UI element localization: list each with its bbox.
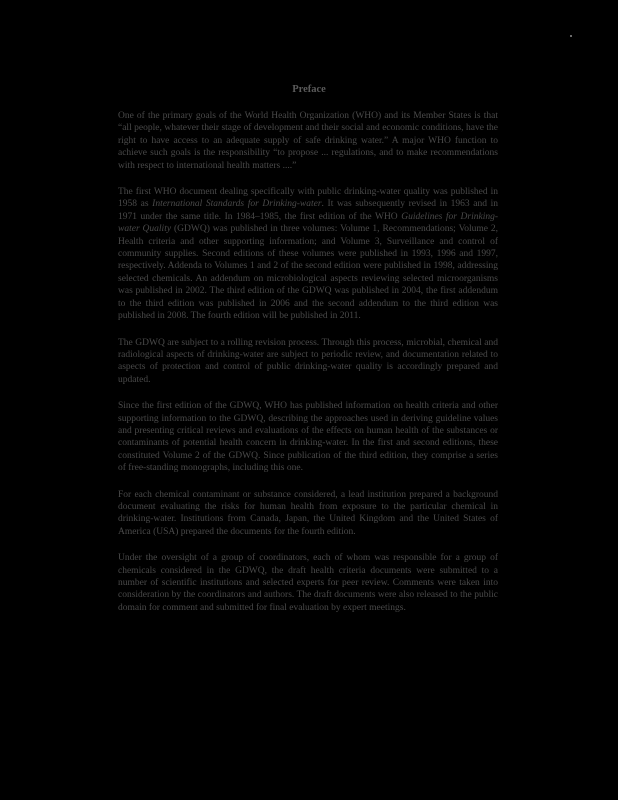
history-text-3: (GDWQ) was published in three volumes: Volume 1, Recommendations; Volume 2, Health criteria and other supporting information; and Volume 3, Surveillance and control of community supplies. Second editions of these volumes were published in 1993, 1996 and 1997, respectively. Addenda to Volumes 1 and 2 of the second edition were published in 1998, addressing selected chemicals. An addendum on microbiological aspects reviewing selected microorganisms was published in 2002. The third edition of the GDWQ was published in 2004, the first addendum to the third edition was published in 2006 and the second addendum to the third edition was published in 2008. The fourth edition will be published in 2011.: [118, 224, 498, 322]
paragraph-peer-review: Under the oversight of a group of coordinators, each of whom was responsible for a group of chemicals considered in the GDWQ, the draft health criteria documents were submitted to a number of scientific institutions and selected experts for peer review. Comments were taken into consideration by the coordinators and authors. The draft documents were also released to the public domain for comment and submitted for final evaluation by expert meetings.: [118, 553, 498, 613]
paragraph-who-goals: One of the primary goals of the World Health Organization (WHO) and its Member States is that “all people, whatever their stage of development and their social and economic conditions, have the right to have access to an adequate supply of safe drinking water.” A major WHO function to achieve such goals is the responsibility “to propose ... regulations, and to make recommendations with respect to international health matters ....”: [118, 111, 498, 171]
history-text-1: The first WHO document dealing specifically with public drinking-water quality was published in 1958 as: [118, 187, 498, 210]
history-text-2: . It was subsequently revised in 1963 and in 1971 under the same title. In 1984–1985, the first edition of the WHO: [118, 199, 498, 222]
paragraph-health-criteria: Since the first edition of the GDWQ, WHO has published information on health criteria and other supporting information to the GDWQ, describing the approaches used in deriving guideline values and presenting critical reviews and evaluations of the effects on human health of the substances or contaminants of potential health concern in drinking-water. In the first and second editions, these constituted Volume 2 of the GDWQ. Since publication of the third edition, they comprise a series of free-standing monographs, including this one.: [118, 401, 498, 474]
paragraph-lead-institution: For each chemical contaminant or substance considered, a lead institution prepared a background document evaluating the risks for human health from exposure to the particular chemical in drinking-water. Institutions from Canada, Japan, the United Kingdom and the United States of America (USA) prepared the documents for the fourth edition.: [118, 489, 498, 537]
scan-speck: [570, 35, 572, 37]
document-body: [118, 110, 498, 628]
history-title-international-standards: International Standards for Drinking-water: [152, 199, 322, 210]
paragraph-rolling-revision: The GDWQ are subject to a rolling revision process. Through this process, microbial, chemical and radiological aspects of drinking-water are subject to periodic review, and documentation related to aspects of protection and control of public drinking-water quality is accordingly prepared and updated.: [118, 337, 498, 385]
paragraph-gdwq-history: [118, 186, 498, 322]
history-title-guidelines: Guidelines for Drinking-water Quality: [118, 211, 498, 235]
page-title: Preface: [292, 84, 326, 95]
